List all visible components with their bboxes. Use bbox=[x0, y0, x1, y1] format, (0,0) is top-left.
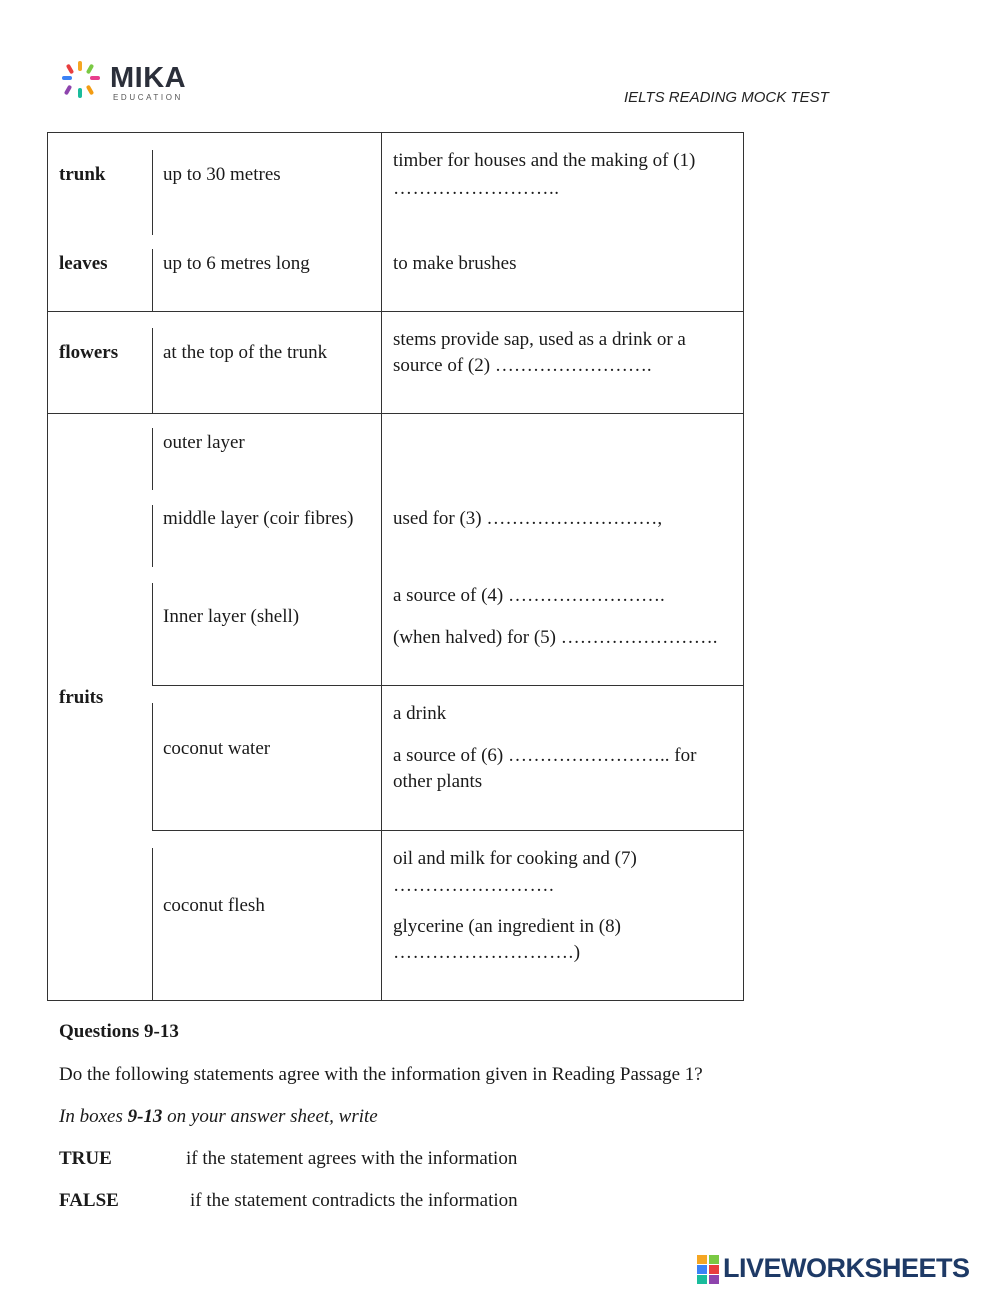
fruit-middle-use: used for (3) ………………………, bbox=[393, 508, 663, 529]
fruit-flesh-use-1b: ……………………. bbox=[393, 875, 555, 896]
trunk-desc: up to 30 metres bbox=[163, 164, 281, 185]
logo-text: MIKA bbox=[110, 62, 187, 94]
table-divider bbox=[152, 428, 153, 490]
questions-instruction: Do the following statements agree with the information given in Reading Passage 1? bbox=[59, 1064, 703, 1085]
table-divider bbox=[152, 328, 153, 413]
answer-sheet-instruction bbox=[59, 1104, 378, 1130]
row-label-trunk: trunk bbox=[59, 164, 106, 185]
fruit-coconut-water: coconut water bbox=[163, 738, 271, 759]
fruit-outer-layer: outer layer bbox=[163, 432, 245, 453]
fruit-inner-use-1: a source of (4) ……………………. bbox=[393, 585, 665, 606]
boxes-suffix: on your answer sheet, write bbox=[162, 1106, 378, 1127]
mika-logo bbox=[60, 60, 200, 106]
fruit-coconut-flesh: coconut flesh bbox=[163, 895, 265, 916]
trunk-use-blank: …………………….. bbox=[393, 178, 560, 199]
fruit-flesh-use-1: oil and milk for cooking and (7) bbox=[393, 848, 637, 869]
liveworksheets-brand bbox=[697, 1254, 997, 1286]
table-divider bbox=[152, 703, 153, 830]
row-label-flowers: flowers bbox=[59, 342, 119, 363]
row-label-fruits: fruits bbox=[59, 687, 104, 708]
doc-title: IELTS READING MOCK TEST bbox=[624, 89, 829, 106]
false-label: FALSE bbox=[59, 1190, 119, 1211]
liveworksheets-logo-icon bbox=[697, 1255, 721, 1285]
boxes-range: 9-13 bbox=[127, 1106, 163, 1127]
fruit-inner-use-2: (when halved) for (5) ……………………. bbox=[393, 627, 718, 648]
leaves-desc: up to 6 metres long bbox=[163, 253, 310, 274]
table-divider bbox=[152, 830, 744, 831]
coconut-table bbox=[47, 132, 744, 1001]
fruit-inner-layer: Inner layer (shell) bbox=[163, 606, 300, 627]
brand-text: LIVEWORKSHEETS bbox=[723, 1253, 970, 1283]
fruit-water-use-2: a source of (6) …………………….. for bbox=[393, 745, 697, 766]
table-divider bbox=[152, 848, 153, 1001]
mika-logo-icon bbox=[60, 60, 104, 104]
table-divider bbox=[152, 150, 153, 235]
table-divider bbox=[152, 505, 153, 567]
flowers-use-blank: source of (2) ……………………. bbox=[393, 355, 652, 376]
row-label-leaves: leaves bbox=[59, 253, 108, 274]
table-divider bbox=[152, 583, 153, 685]
fruit-middle-layer: middle layer (coir fibres) bbox=[163, 508, 354, 529]
fruit-water-use-2b: other plants bbox=[393, 771, 483, 792]
logo-subtext: EDUCATION bbox=[113, 93, 183, 102]
false-description: if the statement contradicts the information bbox=[190, 1190, 518, 1211]
fruit-flesh-use-2b: ……………………….) bbox=[393, 942, 581, 963]
table-divider bbox=[47, 413, 744, 414]
true-description: if the statement agrees with the information bbox=[186, 1148, 518, 1169]
trunk-use: timber for houses and the making of (1) bbox=[393, 150, 696, 171]
leaves-use: to make brushes bbox=[393, 253, 517, 274]
fruit-water-use-1: a drink bbox=[393, 703, 447, 724]
fruit-flesh-use-2: glycerine (an ingredient in (8) bbox=[393, 916, 621, 937]
table-divider bbox=[152, 685, 744, 686]
table-divider bbox=[47, 311, 744, 312]
flowers-desc: at the top of the trunk bbox=[163, 342, 328, 363]
true-label: TRUE bbox=[59, 1148, 112, 1169]
questions-heading: Questions 9-13 bbox=[59, 1021, 179, 1042]
table-divider bbox=[381, 132, 382, 1001]
boxes-prefix: In boxes bbox=[59, 1106, 128, 1127]
table-divider bbox=[152, 249, 153, 311]
flowers-use: stems provide sap, used as a drink or a bbox=[393, 329, 686, 350]
